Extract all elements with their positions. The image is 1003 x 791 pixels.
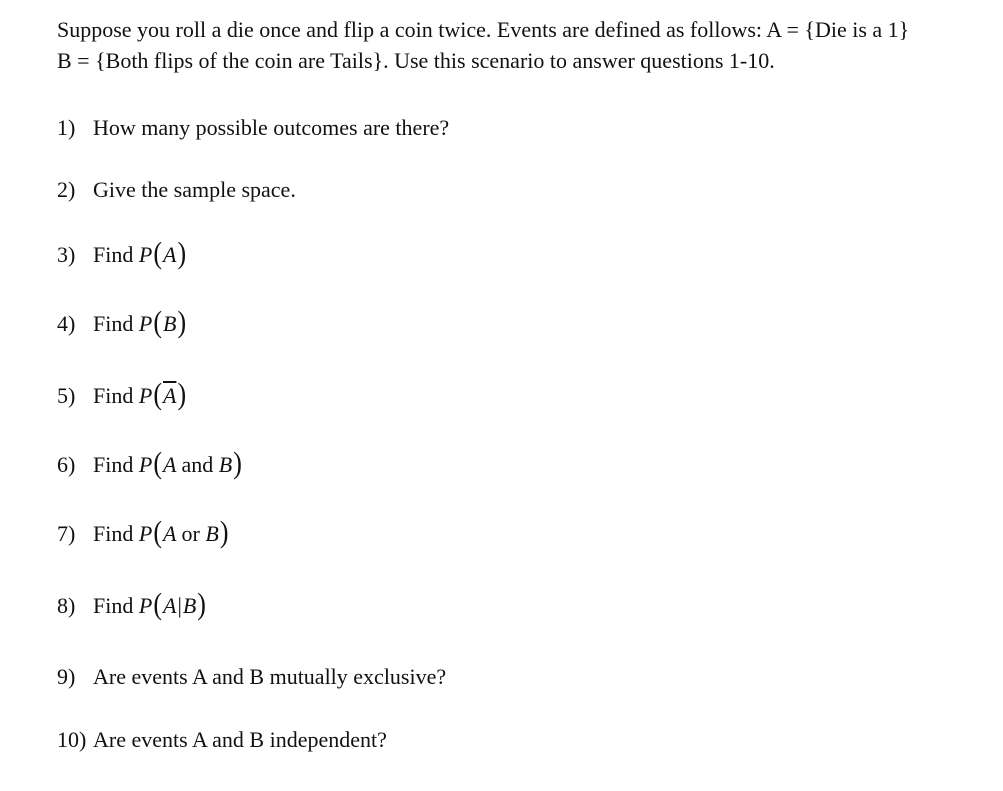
prob-symbol: P <box>138 521 153 546</box>
question-text: Give the sample space. <box>93 177 296 202</box>
probability-expression: P(B) <box>138 304 187 339</box>
probability-expression: P(A|B) <box>138 586 206 621</box>
question-prefix: Find <box>93 242 134 267</box>
question-number: 1) <box>57 115 76 140</box>
prob-arg-2: B <box>182 593 197 618</box>
question-number: 6) <box>57 452 76 477</box>
prob-arg-1: A <box>162 593 177 618</box>
question-prefix: Find <box>93 521 134 546</box>
question-4 <box>57 304 187 339</box>
question-prefix: Find <box>93 593 134 618</box>
question-9 <box>57 662 446 692</box>
question-2 <box>57 175 296 205</box>
question-8 <box>57 586 207 621</box>
question-number: 9) <box>57 664 76 689</box>
intro-line-2: B = {Both flips of the coin are Tails}. Use this scenario to answer questions 1-10. <box>57 48 775 73</box>
question-text: Are events A and B mutually exclusive? <box>93 664 447 689</box>
prob-arg-1: A <box>162 452 177 477</box>
prob-arg: A <box>162 242 177 267</box>
question-3 <box>57 235 187 270</box>
prob-arg: B <box>162 311 177 336</box>
question-number: 8) <box>57 593 76 618</box>
question-prefix: Find <box>93 383 134 408</box>
question-text: How many possible outcomes are there? <box>93 115 450 140</box>
prob-arg-2: B <box>205 521 219 546</box>
question-5 <box>57 376 187 411</box>
question-number: 2) <box>57 177 76 202</box>
probability-expression: $P(\overline{A})$ <box>138 376 187 411</box>
given-bar: | <box>177 593 182 618</box>
question-10 <box>57 725 387 755</box>
question-1 <box>57 113 449 143</box>
question-7 <box>57 514 229 549</box>
complement-arg: $\overline{A}$ <box>162 383 177 408</box>
probability-expression: P(A or B) <box>138 514 229 549</box>
prob-conjunction: and <box>181 452 214 477</box>
prob-symbol: P <box>138 383 153 408</box>
prob-conjunction: or <box>181 521 200 546</box>
prob-symbol: P <box>138 242 153 267</box>
question-number: 10) <box>57 727 87 752</box>
prob-arg-1: A <box>162 521 177 546</box>
question-number: 7) <box>57 521 76 546</box>
prob-arg-2: B <box>218 452 233 477</box>
question-prefix: Find <box>93 311 134 336</box>
scenario-intro <box>57 14 997 76</box>
question-number: 5) <box>57 383 76 408</box>
probability-expression: P(A) <box>138 235 187 270</box>
question-number: 4) <box>57 311 76 336</box>
question-number: 3) <box>57 242 76 267</box>
probability-expression: P(A and B) <box>138 445 242 480</box>
prob-symbol: P <box>138 311 153 336</box>
question-6 <box>57 445 243 480</box>
question-text: Are events A and B independent? <box>93 727 387 752</box>
question-prefix: Find <box>93 452 134 477</box>
prob-symbol: P <box>138 593 153 618</box>
intro-line-1: Suppose you roll a die once and flip a coin twice. Events are defined as follows: A = {Die is a 1} <box>57 17 910 42</box>
prob-symbol: P <box>138 452 153 477</box>
